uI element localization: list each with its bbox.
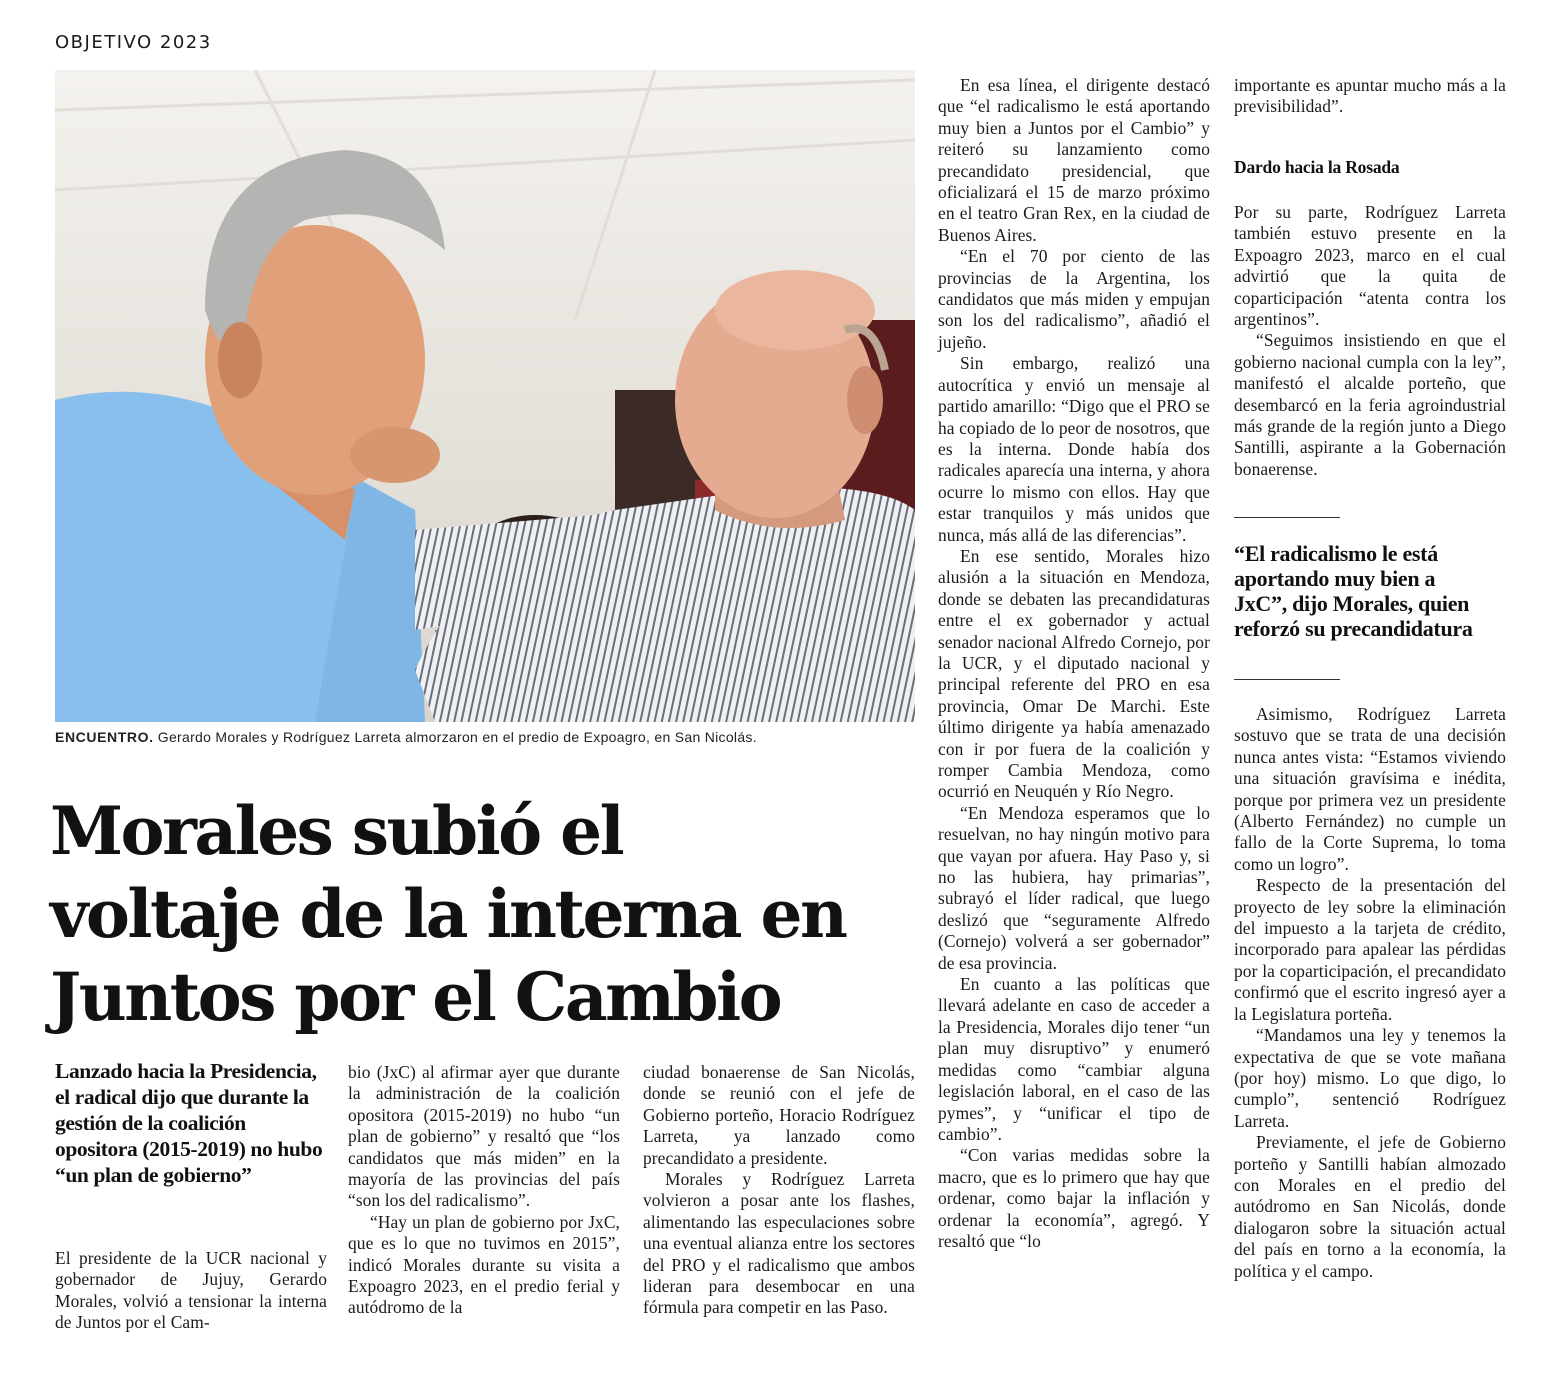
article-column-1 [55,1248,327,1334]
headline-line-1: Morales subió el [50,792,623,870]
article-column-3 [643,1062,915,1319]
article-column-5-bottom [1234,704,1506,1282]
paragraph: Sin embargo, realizó una autocrítica y envió un mensaje al partido amarillo: “Digo que el PRO se ha copiado de lo peor de nosotros, que es la interna. Donde había dos radicales aparecía una interna, y ahora ocurre lo mismo con ellos. Hay que estar tranquilos y más unidos que nunca, más allá de las diferencias”. [938,353,1210,545]
headline [50,790,930,1039]
headline-line-2: voltaje de la interna en [50,875,846,953]
paragraph: Respecto de la presentación del proyecto de ley sobre la eliminación del impuesto a la tarjeta de crédito, incorporado para apalear las pérdidas por la coparticipación, el precandidato confirmó que el escrito ingresó ayer a la Legislatura porteña. [1234,875,1506,1024]
paragraph: Morales y Rodríguez Larreta volvieron a posar ante los flashes, alimentando las especulaciones sobre una eventual alianza entre los sectores del PRO y el radicalismo que ambos lideran para desembocar en una fórmula para competir en las Paso. [643,1169,915,1318]
paragraph: El presidente de la UCR nacional y gobernador de Jujuy, Gerardo Morales, volvió a tensionar la interna de Juntos por el Cam- [55,1248,327,1333]
news-photo [55,70,915,722]
article-column-5-mid [1234,202,1506,480]
photo-caption [55,729,925,745]
article-column-2 [348,1062,620,1319]
paragraph: ciudad bonaerense de San Nicolás, donde se reunió con el jefe de Gobierno porteño, Horacio Rodríguez Larreta, ya lanzado como precandidato a presidente. [643,1062,915,1168]
photo-illustration [55,70,915,722]
paragraph: Previamente, el jefe de Gobierno porteño y Santilli habían almozado con Morales en el predio del autódromo en San Nicolás, donde dialogaron sobre la situación actual del país en torno a la economía, la política y el campo. [1234,1132,1506,1281]
paragraph: importante es apuntar mucho más a la previsibilidad”. [1234,75,1506,117]
paragraph: En cuanto a las políticas que llevará adelante en caso de acceder a la Presidencia, Morales dijo tener “un plan muy disruptivo” y enumeró medidas como “cambiar alguna legislación laboral, en el caso de las pymes”, y “unificar el tipo de cambio”. [938,974,1210,1144]
paragraph: En ese sentido, Morales hizo alusión a la situación en Mendoza, donde se debaten las precandidaturas entre el ex gobernador y actual senador nacional Alfredo Cornejo, por la UCR, y el diputado nacional y principal referente del PRO en esa provincia, Omar De Marchi. Este último dirigente ya había amenazado con ir por fuera de la coalición y romper Cambia Mendoza, como ocurrió en Neuquén y Río Negro. [938,545,1210,802]
paragraph: bio (JxC) al afirmar ayer que durante la administración de la coalición opositora (2015-2019) no hubo “un plan de gobierno” y resaltó que “los candidatos que más miden” en la mayoría de las provincias del país “son los del radicalismo”. [348,1062,620,1211]
section-label: OBJETIVO 2023 [55,32,212,53]
paragraph: “Con varias medidas sobre la macro, que es lo primero que hay que ordenar, como bajar la inflación y ordenar la economía”, agregó. Y resaltó que “lo [938,1145,1210,1251]
paragraph: “Hay un plan de gobierno por JxC, que es lo que no tuvimos en 2015”, indicó Morales durante su visita a Expoagro 2023, en el predio ferial y autódromo de la [348,1211,620,1318]
paragraph: “En Mendoza esperamos que lo resuelvan, no hay ningún motivo para que vayan por afuera. Hay Paso y, si no las hubiera, hay primarias”, subrayó el líder radical, que luego deslizó que “seguramente Alfredo (Cornejo) volverá a ser gobernador” de esa provincia. [938,802,1210,973]
pullquote-rule-top [1234,517,1340,518]
pullquote-rule-bottom [1234,679,1340,680]
paragraph: Por su parte, Rodríguez Larreta también estuvo presente en la Expoagro 2023, marco en el cual advirtió que la quita de coparticipación “atenta contra los argentinos”. [1234,202,1506,330]
paragraph: “Mandamos una ley y tenemos la expectativa de que se vote mañana (por hoy) mismo. Lo que digo, lo cumplo”, sentenció Rodríguez Larreta. [1234,1025,1506,1131]
deck-subtitle: Lanzado hacia la Presidencia, el radical dijo que durante la gestión de la coalición opositora (2015-2019) no hubo “un plan de gobierno” [55,1059,323,1187]
paragraph: Asimismo, Rodríguez Larreta sostuvo que se trata de una decisión nunca antes vista: “Estamos viviendo una situación gravísima e inédita, porque por primera vez un presidente (Alberto Fernández) no cumple un fallo de la Corte Suprema, lo toma como un logro”. [1234,704,1506,874]
pull-quote: “El radicalismo le está aportando muy bien a JxC”, dijo Morales, quien reforzó su precandidatura [1234,541,1473,641]
headline-line-3: Juntos por el Cambio [50,958,781,1036]
article-column-5-top [1234,75,1506,118]
subheading: Dardo hacia la Rosada [1234,157,1400,177]
paragraph: “En el 70 por ciento de las provincias de la Argentina, los candidatos que más miden y empujan son los del radicalismo”, añadió el jujeño. [938,246,1210,352]
caption-lead: ENCUENTRO. [55,729,154,745]
paragraph: “Seguimos insistiendo en que el gobierno nacional cumpla con la ley”, manifestó el alcalde porteño, que desembarcó en la feria agroindustrial más grande de la región junto a Diego Santilli, aspirante a la Gobernación bonaerense. [1234,330,1506,479]
article-column-4 [938,75,1210,1252]
caption-text: Gerardo Morales y Rodríguez Larreta almorzaron en el predio de Expoagro, en San Nicolás. [157,729,757,745]
paragraph: En esa línea, el dirigente destacó que “el radicalismo le está aportando muy bien a Juntos por el Cambio” y reiteró su lanzamiento como precandidato presidencial, que oficializará el 15 de marzo próximo en el teatro Gran Rex, en la ciudad de Buenos Aires. [938,75,1210,245]
